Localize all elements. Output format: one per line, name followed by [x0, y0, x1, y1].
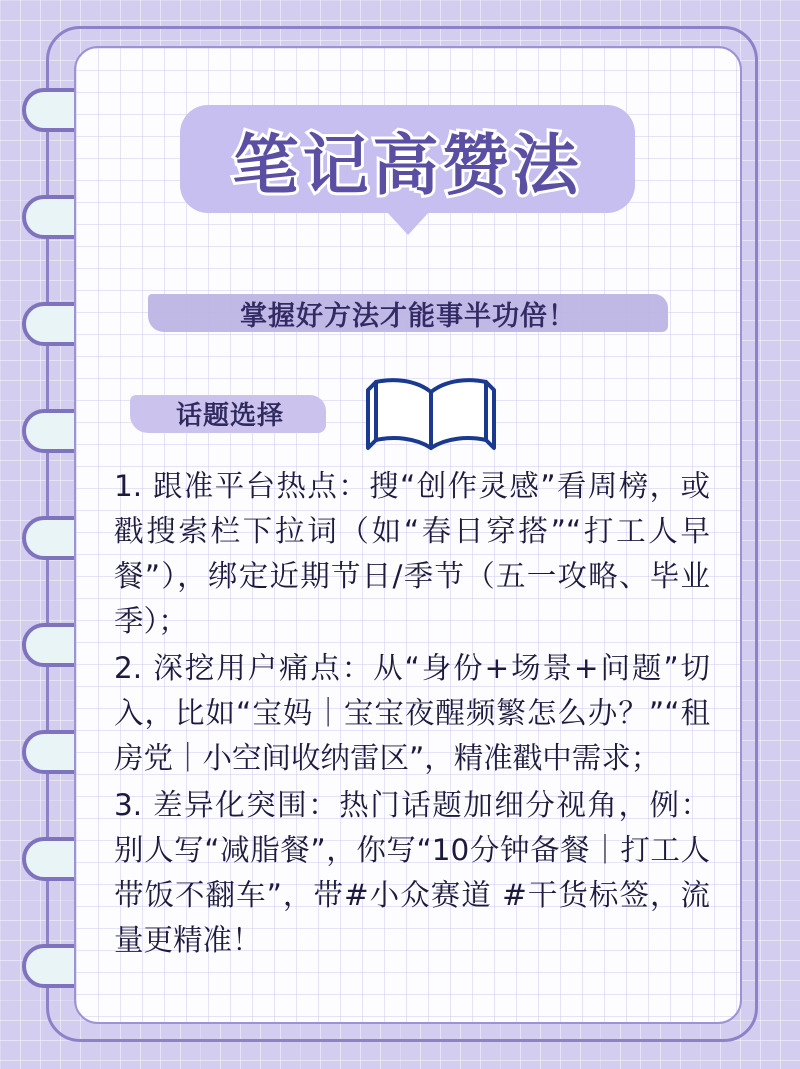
paragraph-item: 2. 深挖用户痛点：从“身份+场景+问题”切入，比如“宝妈｜宝宝夜醒频繁怎么办？”“租房党｜小空间收纳雷区”，精准戳中需求；	[114, 651, 710, 775]
section-label: 话题选择	[175, 400, 284, 431]
subtitle: 掌握好方法才能事半功倍！	[240, 300, 576, 332]
paragraph-item: 3. 差异化突围：热门话题加细分视角，例：别人写“减脂餐”，你写“10分钟备餐｜打工人带饭不翻车”，带#小众赛道 #干货标签，流量更精准！	[114, 788, 710, 957]
page-title: 笔记高赞法	[232, 126, 583, 204]
subtitle-wrap	[148, 286, 668, 340]
open-book-icon	[356, 370, 506, 456]
note-paper	[74, 46, 742, 1024]
title-banner-wrap	[180, 105, 635, 213]
title-banner	[180, 105, 635, 213]
body-content	[114, 464, 710, 965]
paragraph-item: 1. 跟准平台热点：搜“创作灵感”看周榜，或戳搜索栏下拉词（如“春日穿搭”“打工人早餐”），绑定近期节日/季节（五一攻略、毕业季）；	[114, 469, 710, 638]
section-label-wrap	[130, 389, 330, 437]
banner-tail-icon	[386, 211, 430, 235]
